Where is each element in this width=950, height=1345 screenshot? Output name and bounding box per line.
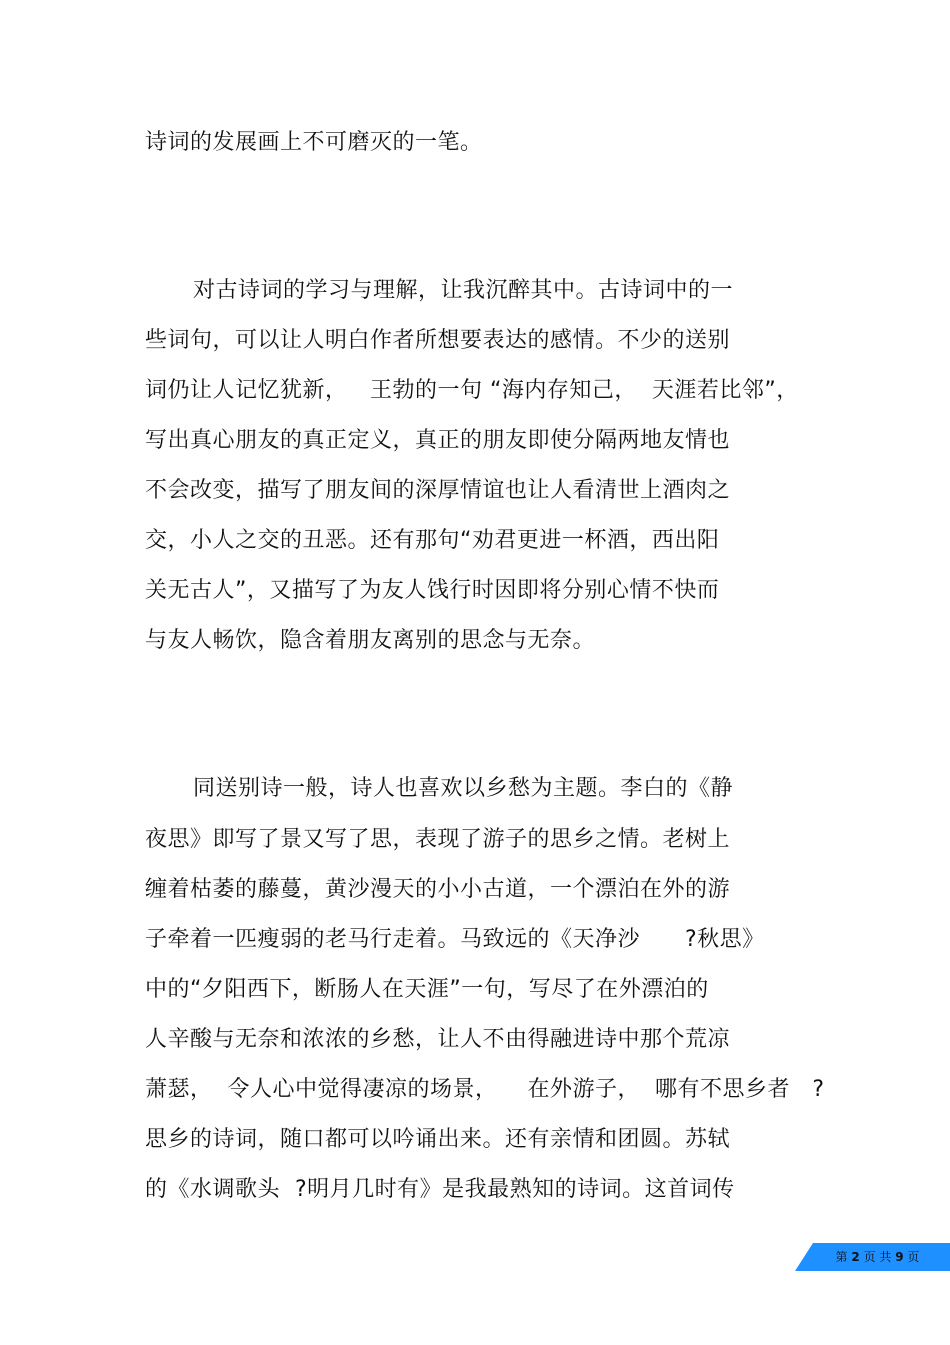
text-line: 诗词的发展画上不可磨灭的一笔。 xyxy=(145,130,483,155)
current-page-number: 2 xyxy=(851,1250,860,1264)
text-line: 不会改变，描写了朋友间的深厚情谊也让人看清世上酒肉之 xyxy=(145,478,731,503)
page-number-text xyxy=(795,1243,950,1271)
text-line: 夜思》即写了景又写了思，表现了游子的思乡之情。老树上 xyxy=(145,827,731,852)
text-line: 对古诗词的学习与理解，让我沉醉其中。古诗词中的一 xyxy=(193,278,734,303)
text-line: 与友人畅饮，隐含着朋友离别的思念与无奈。 xyxy=(145,628,596,653)
page-number-badge xyxy=(795,1243,950,1271)
text-line: 写出真心朋友的真正定义，真正的朋友即使分隔两地友情也 xyxy=(145,428,731,453)
text-line: 思乡的诗词，随口都可以吟诵出来。还有亲情和团圆。苏轼 xyxy=(145,1127,731,1152)
text-line: 缠着枯萎的藤蔓，黄沙漫天的小小古道，一个漂泊在外的游 xyxy=(145,877,731,902)
page-prefix: 第 xyxy=(835,1250,848,1264)
text-line: 中的“夕阳西下，断肠人在天涯”一句，写尽了在外漂泊的 xyxy=(145,977,709,1002)
text-line: 些词句，可以让人明白作者所想要表达的感情。不少的送别 xyxy=(145,328,731,353)
text-line: 词仍让人记忆犹新， 王勃的一句 “海内存知己， 天涯若比邻”， xyxy=(145,378,799,403)
text-line: 关无古人”，又描写了为友人饯行时因即将分别心情不快而 xyxy=(145,578,720,603)
page-middle: 页 共 xyxy=(863,1250,892,1264)
text-line: 交，小人之交的丑恶。还有那句“劝君更进一杯酒，西出阳 xyxy=(145,528,720,553)
text-line: 萧瑟， 令人心中觉得凄凉的场景， 在外游子， 哪有不思乡者 ? xyxy=(145,1077,825,1102)
text-line: 的《水调歌头 ?明月几时有》是我最熟知的诗词。这首词传 xyxy=(145,1177,735,1202)
text-line: 同送别诗一般，诗人也喜欢以乡愁为主题。李白的《静 xyxy=(193,776,734,801)
text-line: 人辛酸与无奈和浓浓的乡愁，让人不由得融进诗中那个荒凉 xyxy=(145,1027,731,1052)
total-page-number: 9 xyxy=(895,1250,904,1264)
page-suffix: 页 xyxy=(907,1250,920,1264)
text-line: 子牵着一匹瘦弱的老马行走着。马致远的《天净沙 ?秋思》 xyxy=(145,927,765,952)
